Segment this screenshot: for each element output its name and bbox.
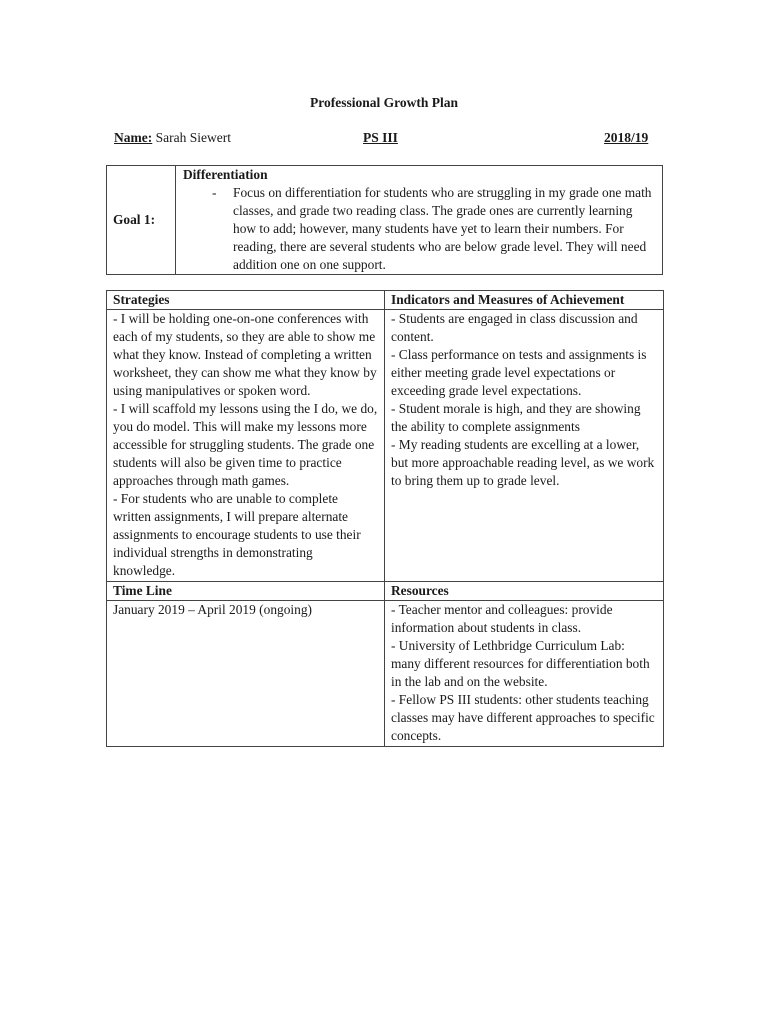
timeline-header: Time Line	[107, 582, 385, 601]
indicator-item: - My reading students are excelling at a lower, but more approachable reading level, as we work to bring them up to grade level.	[391, 437, 655, 488]
name-label: Name:	[114, 130, 153, 145]
resource-item: - Teacher mentor and colleagues: provide information about students in class.	[391, 602, 613, 635]
timeline-body-row	[107, 601, 664, 747]
strategy-item: - I will be holding one-on-one conferences with each of my students, so they are able to show me what they know. Instead of completing a written worksheet, they can show me what they know by using manipulatives or spoken word.	[113, 311, 377, 398]
goal-table	[106, 165, 663, 275]
program-label: PS III	[363, 130, 398, 145]
plan-header-row	[107, 291, 664, 310]
timeline-value: January 2019 – April 2019 (ongoing)	[113, 602, 312, 617]
timeline-cell	[107, 601, 385, 747]
resources-cell	[385, 601, 664, 747]
goal-row	[107, 166, 663, 275]
goal-heading: Differentiation	[183, 167, 268, 182]
strategy-item: - For students who are unable to complete written assignments, I will prepare alternate assignments to encourage students to use their individual strengths in demonstrating knowledge.	[113, 491, 361, 578]
indicator-item: - Students are engaged in class discussion and content.	[391, 311, 638, 344]
indicator-item: - Student morale is high, and they are showing the ability to complete assignments	[391, 401, 641, 434]
indicator-item: - Class performance on tests and assignments is either meeting grade level expectations or exceeding grade level expectations.	[391, 347, 647, 398]
goal-bullet-list	[183, 184, 656, 274]
plan-body-row	[107, 310, 664, 582]
strategies-header: Strategies	[107, 291, 385, 310]
strategy-item: - I will scaffold my lessons using the I do, we do, you do model. This will make my lessons more accessible for struggling students. The grade one students will also be given time to practice approaches through math games.	[113, 401, 378, 488]
name-line	[114, 129, 231, 147]
goal-content	[176, 166, 663, 275]
document-title: Professional Growth Plan	[309, 95, 458, 110]
resource-item: - Fellow PS III students: other students teaching classes may have different approaches to specific concepts.	[391, 692, 655, 743]
goal-label: Goal 1:	[107, 166, 176, 275]
strategies-cell	[107, 310, 385, 582]
school-year: 2018/19	[604, 130, 649, 145]
timeline-header-row	[107, 582, 664, 601]
resource-item: - University of Lethbridge Curriculum Lab: many different resources for differentiation both in the lab and on the website.	[391, 638, 650, 689]
goal-bullet: - Focus on differentiation for students who are struggling in my grade one math classes, and grade two reading class. The grade ones are currently learning how to add; however, many students have yet to learn their numbers. For reading, there are several students who are below grade level. They will need addition one on one support.	[212, 184, 656, 274]
name-value: Sarah Siewert	[155, 130, 231, 145]
plan-table	[106, 290, 664, 747]
indicators-header: Indicators and Measures of Achievement	[385, 291, 664, 310]
resources-header: Resources	[385, 582, 664, 601]
indicators-cell	[385, 310, 664, 582]
